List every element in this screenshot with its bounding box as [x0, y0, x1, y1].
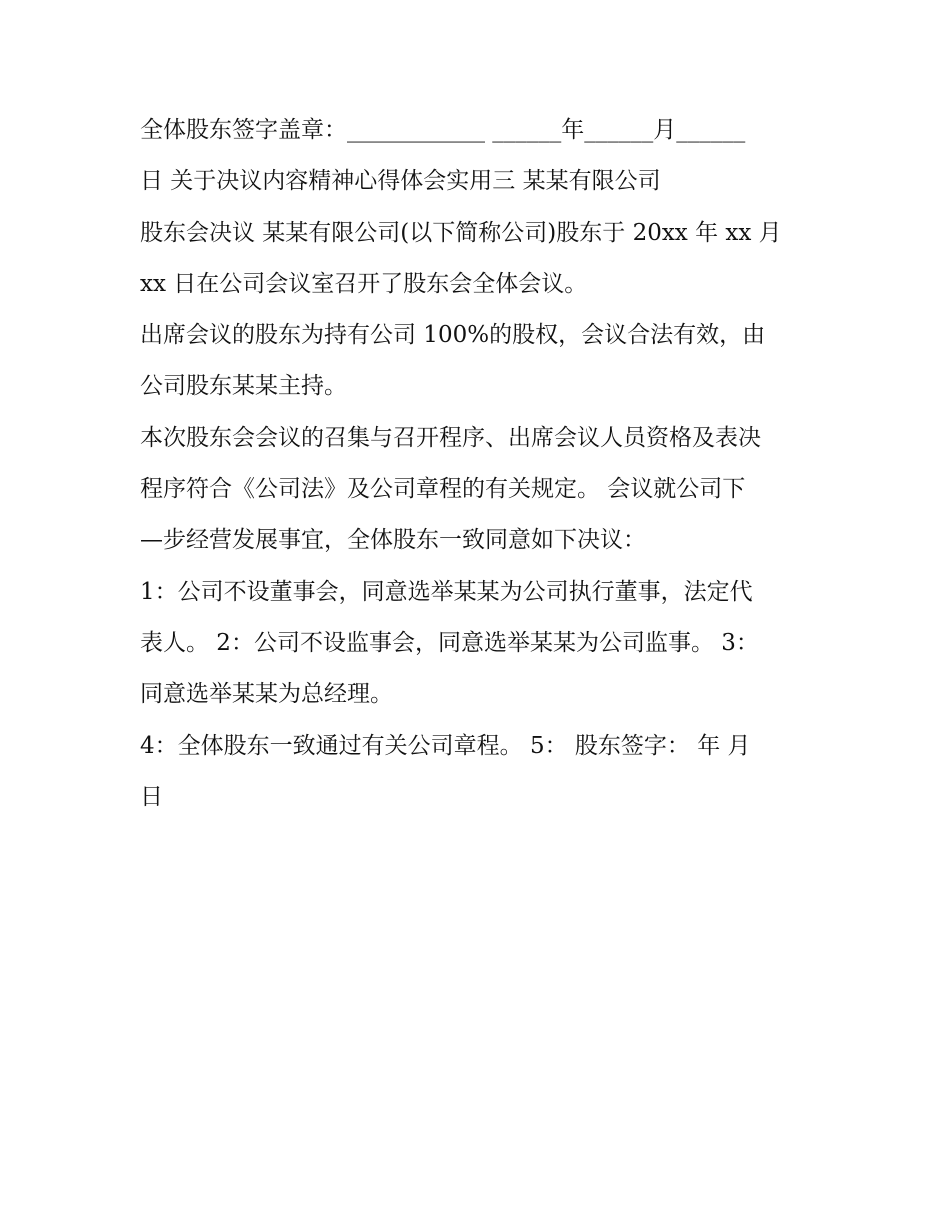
document-body: [140, 108, 820, 826]
compliance-line: 程序符合《公司法》及公司章程的有关规定。 会议就公司下: [140, 476, 746, 503]
chair-line: 公司股东某某主持。: [140, 373, 347, 400]
title-line: 日 关于决议内容精神心得体会实用三 某某有限公司: [140, 168, 661, 195]
resolution-item-3-line: 同意选举某某为总经理。: [140, 681, 393, 708]
resolution-item-2-line: 表人。 2：公司不设监事会，同意选举某某为公司监事。 3：: [140, 629, 759, 656]
signature-line: 全体股东签字盖章：____________ ______年______月______: [140, 117, 746, 143]
closing-day-line: 日: [140, 783, 163, 810]
resolution-item-1-line: 1：公司不设董事会，同意选举某某为公司执行董事，法定代: [140, 578, 753, 605]
attendance-line: 出席会议的股东为持有公司 100%的股权，会议合法有效，由: [140, 322, 766, 349]
agreement-line: —步经营发展事宜，全体股东一致同意如下决议：: [140, 527, 646, 554]
resolution-item-4-line: 4：全体股东一致通过有关公司章程。 5： 股东签字： 年 月: [140, 732, 751, 759]
procedure-line: 本次股东会会议的召集与召开程序、出席会议人员资格及表决: [140, 424, 761, 451]
meeting-date-line: xx 日在公司会议室召开了股东会全体会议。: [140, 270, 588, 297]
resolution-intro-line: 股东会决议 某某有限公司(以下简称公司)股东于 20xx 年 xx 月: [140, 219, 782, 246]
